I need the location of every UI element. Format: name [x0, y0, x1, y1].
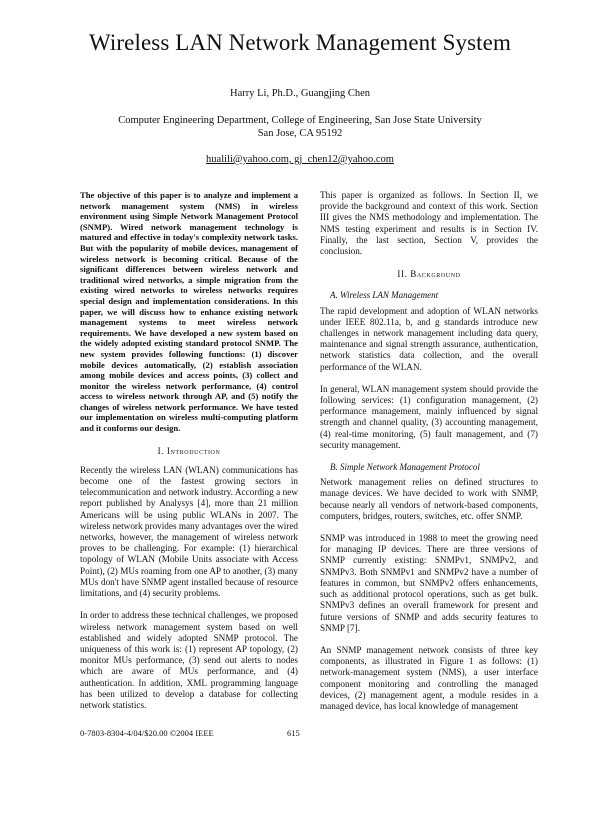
section-heading-introduction: I. Introduction	[157, 445, 221, 456]
subsection-heading-wlan-management: A. Wireless LAN Management	[330, 290, 439, 301]
left-column	[80, 190, 298, 722]
paper-affiliation	[60, 114, 540, 140]
author-emails[interactable]: hualili@yahoo.com, gj_chen12@yahoo.com	[206, 154, 394, 165]
affiliation-line-1: Computer Engineering Department, College of Engineering, San Jose State University	[118, 115, 482, 126]
affiliation-line-2: San Jose, CA 95192	[257, 128, 343, 139]
organization-paragraph: This paper is organized as follows. In Section II, we provide the background and context of this work. Section III gives the NMS methodology and implementation. The NMS testing experiment and results is in Section IV. Finally, the last section, Section V, provides the conclusion.	[320, 190, 538, 257]
subsection-heading-snmp: B. Simple Network Management Protocol	[330, 462, 480, 473]
introduction-paragraph-2: In order to address these technical challenges, we proposed wireless network management system based on well established and widely adopted SNMP protocol. The uniqueness of this work is: (1) represent AP topology, (2) monitor MUs performance, (3) send out alerts to nodes which are aware of MUs performance, and (4) authentication. In addition, XML programming language has been utilized to develop a database for collecting network statistics.	[80, 610, 298, 710]
section-heading-background: II. Background	[397, 269, 461, 280]
background-b-paragraph-1: Network management relies on defined structures to manage devices. We have decided to work with SNMP, because nearly all vendors of network-based components, computers, bridges, routers, switches, etc. offer SNMP.	[320, 477, 538, 521]
abstract: The objective of this paper is to analyze and implement a network management system (NMS) in wireless environment using Simple Network Management Protocol (SNMP). Wired network management technology is matured and effective in today's complexity network tasks. But with the popularity of mobile devices, management of wireless network is becoming critical. Because of the significant differences between wireless network and traditional wired networks, a simple migration from the existing wired networks to wireless networks requires special design and implementation considerations. In this paper, we will discuss how to enhance existing network management systems to meet wireless network requirements. We have developed a new system based on the widely adopted existing standard protocol SNMP. The new system provides following functions: (1) discover mobile devices automatically, (2) establish association among mobile devices and access points, (3) collect and monitor the wireless network performance, (4) control access to wireless network through AP, and (5) notify the changes of wireless network performance. We have tested our implementation on wireless multi-computing platform and it conforms our design.	[80, 190, 298, 434]
paper-title: Wireless LAN Network Management System	[89, 30, 511, 55]
paper-authors: Harry Li, Ph.D., Guangjing Chen	[230, 88, 370, 99]
background-a-paragraph-2: In general, WLAN management system should provide the following services: (1) configuration management, (2) performance management, mainly influenced by signal strength and channel quality, (3) accounting management, (4) real-time monitoring, (5) fault management, and (7) security management.	[320, 383, 538, 450]
footer-copyright: 0-7803-8304-4/04/$20.00 ©2004 IEEE	[80, 728, 214, 738]
background-a-paragraph-1: The rapid development and adoption of WLAN networks under IEEE 802.11a, b, and g standards introduce new challenges in network management including data query, maintenance and signal strength assurance, authentication, network statistics data collection, and the overall performance of the WLAN.	[320, 305, 538, 372]
background-b-paragraph-2: SNMP was introduced in 1988 to meet the growing need for managing IP devices. There are three versions of SNMP currently existing: SNMPv1, SNMPv2, and SNMPv3. Both SNMPv1 and SNMPv2 have a number of features in common, but SNMPv2 offers enhancements, such as additional protocol operations, such as get bulk. SNMPv3 defines an overall framework for present and future versions of SNMP and adds security features to SNMP [7].	[320, 533, 538, 633]
introduction-paragraph-1: Recently the wireless LAN (WLAN) communications has become one of the fastest growing sectors in telecommunication and network industry. According a new report published by Analysys [4], more than 21 million Americans will be using public WLANs in 2007. The wireless network provides many advantages over the wired networks, however, the management of wireless network proves to be challenging. For example: (1) hierarchical topology of WLAN (Mobile Units associate with Access Point), (2) MUs roaming from one AP to another, (3) many MUs don't have SNMP agent installed because of resource limitations, and (4) security problems.	[80, 464, 298, 599]
right-column	[320, 190, 538, 723]
background-b-paragraph-3: An SNMP management network consists of three key components, as illustrated in Figure 1 as follows: (1) network-management system (NMS), a user interface component monitoring and controlling the managed devices, (2) management agent, a module resides in a managed device, has local knowledge of management	[320, 644, 538, 711]
page-number: 615	[287, 728, 300, 738]
